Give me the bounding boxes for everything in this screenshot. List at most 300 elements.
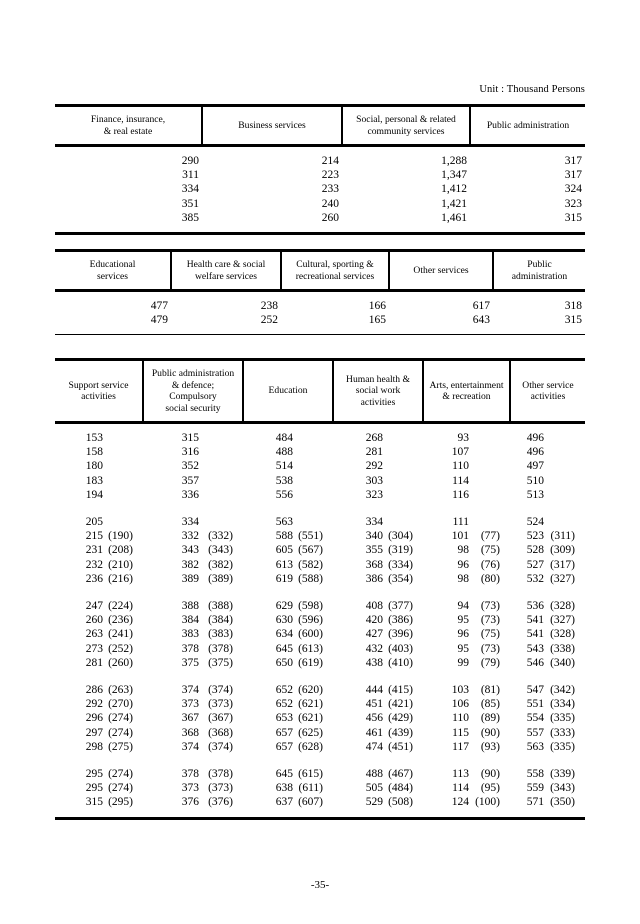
data-cell-value: 657 bbox=[275, 740, 293, 753]
data-cell-value: 650 bbox=[275, 656, 293, 669]
data-cell: 323 bbox=[564, 197, 582, 210]
data-cell-value: 101 bbox=[451, 530, 469, 543]
data-cell-value: 408 bbox=[365, 600, 383, 613]
data-cell-value: 180 bbox=[85, 460, 103, 473]
data-cell-value: 538 bbox=[275, 474, 293, 487]
data-cell: 324 bbox=[564, 183, 582, 196]
data-cell-subvalue: (339) bbox=[550, 768, 575, 781]
data-cell-value: 513 bbox=[526, 488, 544, 501]
data-cell-value: 315 bbox=[181, 432, 199, 444]
table-3-bottom-rule bbox=[55, 817, 585, 820]
data-cell-subvalue: (73) bbox=[480, 642, 500, 655]
table-row bbox=[55, 683, 585, 697]
data-cell-value: 505 bbox=[365, 782, 383, 795]
data-cell-subvalue: (327) bbox=[550, 614, 575, 627]
data-cell-subvalue: (378) bbox=[208, 768, 233, 781]
block-spacer bbox=[55, 754, 585, 767]
data-cell-value: 488 bbox=[365, 768, 383, 781]
data-cell-subvalue: (410) bbox=[388, 656, 413, 669]
data-cell-subvalue: (620) bbox=[298, 684, 323, 697]
data-cell-subvalue bbox=[473, 459, 510, 473]
table-row bbox=[55, 642, 585, 656]
table-2 bbox=[55, 252, 585, 289]
data-cell-value: 103 bbox=[451, 684, 469, 697]
table-2-bottom-rule bbox=[55, 334, 585, 335]
block-spacer bbox=[55, 586, 585, 599]
data-cell-subvalue bbox=[203, 488, 243, 502]
table-row bbox=[55, 424, 585, 445]
col-header-business-services: Business services bbox=[202, 107, 342, 144]
table-row bbox=[55, 197, 585, 211]
data-cell-subvalue: (375) bbox=[208, 656, 233, 669]
data-cell-subvalue: (270) bbox=[108, 698, 133, 711]
data-cell-subvalue bbox=[548, 488, 585, 502]
data-cell-value: 292 bbox=[365, 460, 383, 473]
table-row bbox=[55, 795, 585, 816]
col-header-social-personal-community-services: Social, personal & related community services bbox=[342, 107, 470, 144]
data-cell-subvalue: (588) bbox=[298, 572, 323, 585]
table-row bbox=[55, 726, 585, 740]
table-3-header-row bbox=[55, 361, 585, 421]
data-cell-subvalue bbox=[548, 445, 585, 459]
data-cell-subvalue: (274) bbox=[108, 712, 133, 725]
data-cell-value: 357 bbox=[181, 474, 199, 487]
data-cell: 643 bbox=[472, 314, 490, 327]
data-cell-value: 114 bbox=[452, 474, 469, 487]
data-cell: 290 bbox=[181, 155, 199, 167]
data-cell-value: 558 bbox=[526, 768, 544, 781]
col-header-human-health-social-work-activities: Human health & social work activities bbox=[333, 361, 423, 421]
data-cell-value: 183 bbox=[85, 474, 103, 487]
data-cell-subvalue: (73) bbox=[480, 600, 500, 613]
data-cell-value: 541 bbox=[526, 614, 544, 627]
data-cell-value: 297 bbox=[85, 726, 103, 739]
table-3-header-body bbox=[55, 361, 585, 421]
data-cell-subvalue: (625) bbox=[298, 726, 323, 739]
data-cell-value: 420 bbox=[365, 614, 383, 627]
data-cell-value: 645 bbox=[275, 642, 293, 655]
table-row bbox=[55, 515, 585, 529]
data-cell-subvalue: (451) bbox=[388, 740, 413, 753]
data-cell-subvalue: (208) bbox=[108, 544, 133, 557]
data-cell-value: 652 bbox=[275, 684, 293, 697]
table-row bbox=[55, 627, 585, 641]
data-cell-subvalue: (75) bbox=[480, 544, 500, 557]
data-cell: 1,421 bbox=[441, 197, 467, 210]
data-cell-value: 116 bbox=[452, 488, 469, 501]
data-cell-value: 247 bbox=[85, 600, 103, 613]
data-cell-subvalue bbox=[297, 488, 333, 502]
data-cell-value: 634 bbox=[275, 628, 293, 641]
data-cell-subvalue: (275) bbox=[108, 740, 133, 753]
data-cell-value: 496 bbox=[526, 432, 544, 444]
data-cell-subvalue: (600) bbox=[298, 628, 323, 641]
data-cell-value: 368 bbox=[365, 558, 383, 571]
data-cell-value: 557 bbox=[526, 726, 544, 739]
table-row bbox=[55, 292, 585, 313]
data-cell-value: 376 bbox=[181, 796, 199, 809]
table-1-header-body bbox=[55, 107, 585, 144]
data-cell-subvalue: (260) bbox=[108, 656, 133, 669]
data-cell-value: 653 bbox=[275, 712, 293, 725]
data-cell-value: 295 bbox=[85, 782, 103, 795]
data-cell-value: 334 bbox=[365, 516, 383, 529]
data-cell-value: 194 bbox=[85, 488, 103, 501]
data-cell: 385 bbox=[181, 211, 199, 224]
data-cell-value: 106 bbox=[451, 698, 469, 711]
data-cell-value: 383 bbox=[181, 628, 199, 641]
data-cell: 479 bbox=[150, 314, 168, 327]
data-cell-value: 292 bbox=[85, 698, 103, 711]
table-row bbox=[55, 474, 585, 488]
data-cell-value: 388 bbox=[181, 600, 199, 613]
data-cell-subvalue bbox=[107, 515, 143, 529]
data-cell-subvalue bbox=[473, 488, 510, 502]
col-header-educational-services: Educational services bbox=[55, 252, 171, 289]
data-cell-value: 456 bbox=[365, 712, 383, 725]
data-cell-subvalue: (77) bbox=[480, 530, 500, 543]
data-cell: 315 bbox=[564, 314, 582, 327]
data-cell-subvalue: (311) bbox=[550, 530, 575, 543]
data-cell-subvalue: (75) bbox=[480, 628, 500, 641]
data-cell-subvalue: (439) bbox=[388, 726, 413, 739]
table-industry-group-2 bbox=[55, 249, 585, 335]
data-cell-subvalue: (317) bbox=[550, 558, 575, 571]
data-cell-value: 488 bbox=[275, 446, 293, 459]
data-cell-subvalue bbox=[473, 515, 510, 529]
data-cell-value: 474 bbox=[365, 740, 383, 753]
data-cell-subvalue: (467) bbox=[388, 768, 413, 781]
data-cell-value: 296 bbox=[85, 712, 103, 725]
data-cell-value: 605 bbox=[275, 544, 293, 557]
data-cell-value: 95 bbox=[457, 642, 469, 655]
data-cell-subvalue bbox=[387, 424, 423, 445]
table-row bbox=[55, 313, 585, 334]
data-cell-subvalue: (100) bbox=[475, 796, 500, 809]
data-cell-subvalue: (429) bbox=[388, 712, 413, 725]
data-cell-value: 563 bbox=[275, 516, 293, 529]
data-cell-value: 523 bbox=[526, 530, 544, 543]
data-cell-subvalue bbox=[387, 445, 423, 459]
data-cell: 233 bbox=[321, 183, 339, 196]
table-2-header-body bbox=[55, 252, 585, 289]
data-cell-value: 367 bbox=[181, 712, 199, 725]
data-cell-value: 295 bbox=[85, 768, 103, 781]
data-cell-value: 98 bbox=[457, 572, 469, 585]
data-cell-value: 588 bbox=[275, 530, 293, 543]
data-cell-subvalue: (241) bbox=[108, 628, 133, 641]
data-cell-value: 96 bbox=[457, 628, 469, 641]
table-row bbox=[55, 711, 585, 725]
data-cell-value: 368 bbox=[181, 726, 199, 739]
data-cell-subvalue: (615) bbox=[298, 768, 323, 781]
data-cell-subvalue: (274) bbox=[108, 768, 133, 781]
data-cell-subvalue: (319) bbox=[388, 544, 413, 557]
data-cell-subvalue bbox=[387, 515, 423, 529]
data-cell-value: 117 bbox=[452, 740, 469, 753]
data-cell-value: 96 bbox=[457, 558, 469, 571]
data-cell-subvalue: (80) bbox=[480, 572, 500, 585]
data-cell-value: 497 bbox=[526, 460, 544, 473]
data-cell-subvalue bbox=[387, 459, 423, 473]
col-header-cultural-sporting-recreational-services: Cultural, sporting & recreational services bbox=[281, 252, 389, 289]
data-cell-value: 524 bbox=[526, 516, 544, 529]
data-cell-subvalue: (224) bbox=[108, 600, 133, 613]
data-cell-value: 316 bbox=[181, 446, 199, 459]
data-cell-value: 158 bbox=[85, 446, 103, 459]
data-cell: 223 bbox=[321, 169, 339, 182]
data-cell-subvalue bbox=[473, 474, 510, 488]
data-cell-value: 281 bbox=[85, 656, 103, 669]
data-cell-value: 281 bbox=[365, 446, 383, 459]
data-cell-subvalue: (613) bbox=[298, 642, 323, 655]
data-cell-subvalue bbox=[548, 474, 585, 488]
data-cell-value: 547 bbox=[526, 684, 544, 697]
data-cell-value: 427 bbox=[365, 628, 383, 641]
data-cell-value: 355 bbox=[365, 544, 383, 557]
data-cell-subvalue: (343) bbox=[208, 544, 233, 557]
data-cell-subvalue: (384) bbox=[208, 614, 233, 627]
data-cell: 260 bbox=[321, 211, 339, 224]
data-cell-subvalue: (382) bbox=[208, 558, 233, 571]
data-cell-subvalue: (334) bbox=[550, 698, 575, 711]
data-cell-subvalue: (354) bbox=[388, 572, 413, 585]
data-cell-subvalue: (274) bbox=[108, 782, 133, 795]
data-cell-value: 541 bbox=[526, 628, 544, 641]
data-cell-subvalue bbox=[107, 424, 143, 445]
data-cell-value: 629 bbox=[275, 600, 293, 613]
data-cell-subvalue: (335) bbox=[550, 712, 575, 725]
table-industry-group-1 bbox=[55, 104, 585, 235]
table-row bbox=[55, 488, 585, 502]
data-cell-value: 332 bbox=[181, 530, 199, 543]
table-1 bbox=[55, 107, 585, 144]
data-cell-subvalue: (81) bbox=[480, 684, 500, 697]
data-cell-value: 386 bbox=[365, 572, 383, 585]
data-cell-subvalue: (628) bbox=[298, 740, 323, 753]
data-cell-subvalue: (93) bbox=[480, 740, 500, 753]
data-cell-subvalue bbox=[297, 445, 333, 459]
data-cell-subvalue: (333) bbox=[550, 726, 575, 739]
table-1-bottom-rule bbox=[55, 232, 585, 235]
data-cell-subvalue: (335) bbox=[550, 740, 575, 753]
table-1-header-row bbox=[55, 107, 585, 144]
table-industry-group-3 bbox=[55, 358, 585, 820]
data-cell-subvalue: (582) bbox=[298, 558, 323, 571]
data-cell-value: 113 bbox=[452, 768, 469, 781]
data-cell-subvalue: (343) bbox=[550, 782, 575, 795]
data-cell-subvalue: (73) bbox=[480, 614, 500, 627]
data-cell-value: 98 bbox=[457, 544, 469, 557]
data-cell-value: 215 bbox=[85, 530, 103, 543]
data-cell-subvalue bbox=[107, 459, 143, 473]
table-row bbox=[55, 182, 585, 196]
data-cell-subvalue bbox=[387, 488, 423, 502]
data-cell-value: 496 bbox=[526, 446, 544, 459]
col-header-public-administration: Public administration bbox=[486, 119, 570, 131]
data-cell-value: 532 bbox=[526, 572, 544, 585]
col-header-public-administration-defence-social-security: Public administration & defence; Compulsory social security bbox=[143, 361, 243, 421]
data-cell-value: 273 bbox=[85, 642, 103, 655]
data-cell-subvalue: (328) bbox=[550, 600, 575, 613]
data-cell-value: 114 bbox=[452, 782, 469, 795]
data-cell-subvalue: (415) bbox=[388, 684, 413, 697]
data-cell-value: 336 bbox=[181, 488, 199, 501]
table-3-data-body bbox=[55, 424, 585, 817]
data-cell: 311 bbox=[182, 169, 199, 182]
data-cell: 315 bbox=[564, 211, 582, 224]
data-cell-value: 529 bbox=[365, 796, 383, 809]
data-cell: 1,412 bbox=[441, 183, 467, 196]
data-cell-value: 382 bbox=[181, 558, 199, 571]
data-cell-value: 619 bbox=[275, 572, 293, 585]
data-cell: 351 bbox=[181, 197, 199, 210]
table-row bbox=[55, 459, 585, 473]
data-cell-value: 95 bbox=[457, 614, 469, 627]
data-cell-value: 563 bbox=[526, 740, 544, 753]
data-cell-subvalue: (386) bbox=[388, 614, 413, 627]
data-cell-subvalue: (619) bbox=[298, 656, 323, 669]
data-cell-subvalue: (373) bbox=[208, 698, 233, 711]
data-cell-value: 107 bbox=[451, 446, 469, 459]
table-1-data-body bbox=[55, 147, 585, 232]
data-cell-subvalue bbox=[548, 459, 585, 473]
data-cell-subvalue: (598) bbox=[298, 600, 323, 613]
data-cell-subvalue: (338) bbox=[550, 642, 575, 655]
data-cell-value: 645 bbox=[275, 768, 293, 781]
table-row bbox=[55, 599, 585, 613]
data-cell-subvalue bbox=[387, 474, 423, 488]
data-cell: 317 bbox=[564, 169, 582, 182]
data-cell-subvalue bbox=[203, 515, 243, 529]
data-cell: 1,288 bbox=[441, 155, 467, 167]
data-cell-value: 99 bbox=[457, 656, 469, 669]
data-cell-value: 343 bbox=[181, 544, 199, 557]
data-cell-value: 384 bbox=[181, 614, 199, 627]
data-cell-subvalue: (327) bbox=[550, 572, 575, 585]
data-cell-subvalue: (216) bbox=[108, 572, 133, 585]
data-cell-value: 546 bbox=[526, 656, 544, 669]
data-cell-subvalue: (388) bbox=[208, 600, 233, 613]
data-cell-subvalue: (90) bbox=[480, 726, 500, 739]
data-cell-subvalue: (340) bbox=[550, 656, 575, 669]
data-cell-subvalue: (210) bbox=[108, 558, 133, 571]
data-cell-subvalue bbox=[203, 459, 243, 473]
data-cell-value: 323 bbox=[365, 488, 383, 501]
data-cell-subvalue bbox=[473, 445, 510, 459]
data-cell-value: 124 bbox=[451, 796, 469, 809]
data-cell-subvalue: (90) bbox=[480, 768, 500, 781]
data-cell-subvalue: (567) bbox=[298, 544, 323, 557]
data-cell-subvalue: (328) bbox=[550, 628, 575, 641]
data-cell-value: 451 bbox=[365, 698, 383, 711]
data-cell-value: 286 bbox=[85, 684, 103, 697]
table-row bbox=[55, 740, 585, 754]
data-cell-subvalue: (611) bbox=[298, 782, 323, 795]
table-row bbox=[55, 168, 585, 182]
data-cell-subvalue: (596) bbox=[298, 614, 323, 627]
data-cell-value: 389 bbox=[181, 572, 199, 585]
table-1-data bbox=[55, 147, 585, 232]
table-row bbox=[55, 613, 585, 627]
data-cell-subvalue: (368) bbox=[208, 726, 233, 739]
data-cell: 477 bbox=[150, 300, 168, 312]
data-cell-value: 528 bbox=[526, 544, 544, 557]
col-header-arts-entertainment-recreation: Arts, entertainment & recreation bbox=[423, 361, 510, 421]
data-cell-value: 374 bbox=[181, 740, 199, 753]
col-header-support-service-activities: Support service activities bbox=[55, 361, 143, 421]
data-cell-value: 613 bbox=[275, 558, 293, 571]
table-row bbox=[55, 656, 585, 670]
table-row bbox=[55, 445, 585, 459]
table-row bbox=[55, 543, 585, 557]
data-cell-value: 352 bbox=[181, 460, 199, 473]
table-3-data bbox=[55, 424, 585, 817]
page-number: -35- bbox=[310, 879, 330, 891]
table-row bbox=[55, 558, 585, 572]
data-cell-subvalue: (190) bbox=[108, 530, 133, 543]
data-cell-value: 110 bbox=[452, 460, 469, 473]
data-cell-subvalue bbox=[107, 488, 143, 502]
data-cell: 166 bbox=[368, 300, 386, 312]
data-cell-subvalue: (383) bbox=[208, 628, 233, 641]
data-cell-subvalue: (377) bbox=[388, 600, 413, 613]
block-spacer bbox=[55, 670, 585, 683]
data-cell-subvalue bbox=[107, 474, 143, 488]
table-row bbox=[55, 147, 585, 168]
data-cell: 238 bbox=[260, 300, 278, 312]
col-header-health-care-social-welfare-services: Health care & social welfare services bbox=[171, 252, 281, 289]
data-cell-value: 484 bbox=[275, 432, 293, 444]
data-cell-value: 375 bbox=[181, 656, 199, 669]
data-cell-value: 556 bbox=[275, 488, 293, 501]
data-cell-value: 373 bbox=[181, 698, 199, 711]
data-cell-value: 373 bbox=[181, 782, 199, 795]
data-cell: 1,461 bbox=[441, 211, 467, 224]
data-cell-value: 263 bbox=[85, 628, 103, 641]
data-cell-subvalue: (95) bbox=[480, 782, 500, 795]
data-cell-value: 630 bbox=[275, 614, 293, 627]
data-cell-value: 510 bbox=[526, 474, 544, 487]
data-cell-value: 110 bbox=[452, 712, 469, 725]
col-header-education: Education bbox=[243, 361, 333, 421]
data-cell-subvalue: (508) bbox=[388, 796, 413, 809]
data-cell-value: 315 bbox=[85, 796, 103, 809]
data-cell-subvalue bbox=[203, 424, 243, 445]
data-cell-subvalue: (304) bbox=[388, 530, 413, 543]
data-cell-subvalue: (374) bbox=[208, 684, 233, 697]
data-cell: 617 bbox=[472, 300, 490, 312]
data-cell-value: 551 bbox=[526, 698, 544, 711]
data-cell-value: 93 bbox=[457, 432, 469, 444]
data-cell-value: 340 bbox=[365, 530, 383, 543]
data-cell-subvalue bbox=[297, 515, 333, 529]
data-cell-subvalue: (295) bbox=[108, 796, 133, 809]
data-cell-subvalue: (621) bbox=[298, 698, 323, 711]
data-cell-subvalue bbox=[297, 424, 333, 445]
data-cell: 1,347 bbox=[441, 169, 467, 182]
data-cell-subvalue: (607) bbox=[298, 796, 323, 809]
data-cell-subvalue bbox=[107, 445, 143, 459]
data-cell-subvalue: (376) bbox=[208, 796, 233, 809]
data-cell: 252 bbox=[260, 314, 278, 327]
data-cell-value: 94 bbox=[457, 600, 469, 613]
data-cell-subvalue: (421) bbox=[388, 698, 413, 711]
data-cell-value: 571 bbox=[526, 796, 544, 809]
data-cell-value: 232 bbox=[85, 558, 103, 571]
table-row bbox=[55, 529, 585, 543]
data-cell: 165 bbox=[368, 314, 386, 327]
